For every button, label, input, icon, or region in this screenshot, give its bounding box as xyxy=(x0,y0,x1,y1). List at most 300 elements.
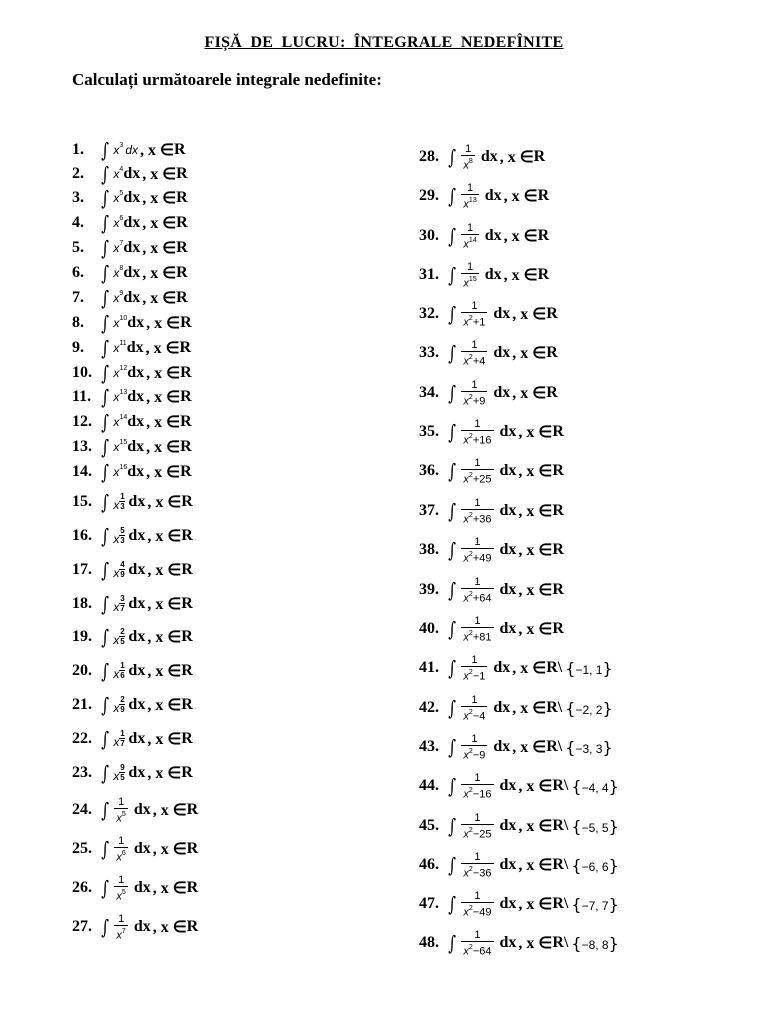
exponent-denominator: 9 xyxy=(120,705,125,714)
exercise-item xyxy=(72,162,188,186)
integrand-fraction xyxy=(461,536,493,565)
domain-text: , x ∈ xyxy=(518,463,553,480)
differential: dx xyxy=(128,527,146,544)
exponent: 2 xyxy=(468,471,473,479)
operator: − xyxy=(472,788,480,801)
base-variable: x xyxy=(113,735,120,749)
integrand-fraction xyxy=(461,339,487,368)
integrand-power: $x^8$ xyxy=(113,265,124,280)
operator: + xyxy=(472,592,480,605)
differential: dx xyxy=(484,187,502,204)
integral-sign: ∫ xyxy=(448,853,457,877)
integrand-fraction xyxy=(461,890,493,919)
exercise-item xyxy=(72,873,199,903)
excluded-set xyxy=(565,738,612,757)
fraction-exponent xyxy=(119,662,125,680)
integral-sign: ∫ xyxy=(448,931,457,955)
exponent: 15 xyxy=(468,275,477,283)
integrand-fractional-power xyxy=(113,561,125,579)
domain-text: , x ∈ xyxy=(152,880,187,897)
real-numbers-symbol: R xyxy=(181,764,193,781)
operator: + xyxy=(472,355,480,368)
domain-text: , x ∈ xyxy=(147,731,182,748)
domain-text: , x ∈ xyxy=(146,439,181,456)
exercise-item xyxy=(72,385,192,409)
exponent: 10 xyxy=(119,315,128,322)
operator: + xyxy=(472,552,480,565)
open-brace: { xyxy=(565,698,576,718)
integrand-power: $x^6$ xyxy=(113,215,124,230)
integral-sign: ∫ xyxy=(101,876,110,900)
constant: 36 xyxy=(479,867,492,880)
domain-text: , x ∈ xyxy=(140,142,174,159)
differential: dx xyxy=(499,895,517,912)
close-brace: } xyxy=(608,933,619,953)
domain-text: , x ∈ xyxy=(518,896,553,913)
fraction-denominator: $x^5$ xyxy=(114,808,127,825)
integrand-power: $x^9$ xyxy=(113,290,124,305)
real-numbers-symbol: R xyxy=(181,662,193,679)
exercise-number: 11. xyxy=(72,388,92,405)
integrand-fraction xyxy=(461,772,493,801)
real-numbers-symbol: R xyxy=(546,384,558,401)
exercise-number: 48. xyxy=(419,934,439,951)
integral-sign: ∫ xyxy=(101,490,110,514)
exercise-item xyxy=(419,496,564,526)
open-brace: { xyxy=(571,776,582,796)
domain-text: , x ∈ xyxy=(146,315,181,332)
exponent: 2 xyxy=(468,943,473,951)
set-minus: \ xyxy=(563,934,569,951)
differential: dx xyxy=(127,364,145,381)
differential: dx xyxy=(499,934,517,951)
fraction-exponent xyxy=(119,527,125,545)
integral-sign: ∫ xyxy=(101,693,110,717)
domain-text: , x ∈ xyxy=(499,149,534,166)
exercise-item xyxy=(72,311,192,335)
set-minus: \ xyxy=(563,817,569,834)
differential: dx xyxy=(128,493,146,510)
exercise-item xyxy=(72,795,199,825)
integrand-fraction xyxy=(114,796,127,825)
exercise-number: 36. xyxy=(419,462,439,479)
exercise-number: 25. xyxy=(72,840,92,857)
real-numbers-symbol: R xyxy=(181,696,193,713)
exercise-item xyxy=(72,286,188,310)
exercise-item xyxy=(72,211,188,235)
integrand-power: $x^{13}$ xyxy=(113,389,128,404)
exponent: 8 xyxy=(119,265,124,272)
close-brace: } xyxy=(608,776,619,796)
exponent: 2 xyxy=(468,353,473,361)
exponent-numerator: 1 xyxy=(120,729,125,738)
differential: dx xyxy=(133,879,151,896)
exponent: 2 xyxy=(468,668,473,676)
integral-sign: ∫ xyxy=(101,311,110,335)
real-numbers-symbol: R xyxy=(176,189,188,206)
set-values: −7, 7 xyxy=(581,898,609,913)
exercise-number: 26. xyxy=(72,879,92,896)
set-values: −1, 1 xyxy=(575,662,603,677)
exercise-item xyxy=(72,625,193,649)
integral-sign: ∫ xyxy=(101,460,110,484)
fraction-numerator: 1 xyxy=(467,221,474,234)
exercise-number: 37. xyxy=(419,502,439,519)
domain-text: , x ∈ xyxy=(503,267,538,284)
integrand-power: $x^{10}$ xyxy=(113,315,128,330)
exponent: 7 xyxy=(119,240,124,247)
real-numbers-symbol: R xyxy=(173,141,186,158)
real-numbers-symbol: R xyxy=(176,165,188,182)
fraction-numerator: 1 xyxy=(118,795,125,808)
integral-sign: ∫ xyxy=(448,578,457,602)
exercise-item xyxy=(72,361,192,385)
fraction-numerator: 1 xyxy=(467,181,474,194)
differential: dx xyxy=(128,628,146,645)
exponent-denominator: 7 xyxy=(120,739,125,748)
integral-sign: ∫ xyxy=(448,538,457,562)
integral-sign: ∫ xyxy=(448,224,457,248)
exponent: 2 xyxy=(468,314,473,322)
real-numbers-symbol: R xyxy=(176,264,188,281)
operator: − xyxy=(472,945,480,958)
integrand-power: $x^7$ xyxy=(113,240,124,255)
integral-sign: ∫ xyxy=(448,302,457,326)
fraction-numerator: 1 xyxy=(474,575,481,588)
open-brace: { xyxy=(565,658,576,678)
fraction-numerator: 1 xyxy=(474,456,481,469)
set-minus: \ xyxy=(557,659,563,676)
excluded-set xyxy=(571,895,618,914)
integrand-fractional-power xyxy=(113,764,125,782)
set-values: −2, 2 xyxy=(575,702,603,717)
fraction-numerator: 1 xyxy=(118,873,125,886)
exponent-numerator: 9 xyxy=(120,763,125,772)
fraction-denominator: $x^2+1$ xyxy=(461,312,487,329)
close-brace: } xyxy=(602,698,613,718)
integrand-power: $x^{16}$ xyxy=(113,464,128,479)
integral-sign: ∫ xyxy=(101,211,110,235)
integral-sign: ∫ xyxy=(101,385,110,409)
exercise-number: 12. xyxy=(72,413,92,430)
domain-text: , x ∈ xyxy=(147,562,182,579)
differential: dx xyxy=(493,699,511,716)
domain-text: , x ∈ xyxy=(147,494,182,511)
real-numbers-symbol: R xyxy=(181,493,193,510)
integral-sign: ∫ xyxy=(101,558,110,582)
exercise-item xyxy=(72,727,193,751)
differential: dx xyxy=(127,463,145,480)
domain-text: , x ∈ xyxy=(152,802,187,819)
integral-sign: ∫ xyxy=(101,261,110,285)
real-numbers-symbol: R xyxy=(181,561,193,578)
domain-text: , x ∈ xyxy=(518,542,553,559)
differential: dx xyxy=(128,595,146,612)
exercise-item xyxy=(419,142,546,172)
exponent-numerator: 5 xyxy=(120,526,125,535)
base-variable: x xyxy=(113,701,120,715)
exponent: 6 xyxy=(119,215,124,222)
integrand-fraction xyxy=(461,222,478,251)
exercise-number: 8. xyxy=(72,314,84,331)
constant: 16 xyxy=(479,788,492,801)
exponent: 2 xyxy=(468,747,473,755)
differential: dx xyxy=(127,413,145,430)
integrand-power: $x^{15}$ xyxy=(113,439,128,454)
exercise-item xyxy=(419,732,613,762)
excluded-set xyxy=(571,817,618,836)
domain-text: , x ∈ xyxy=(152,841,187,858)
differential: dx xyxy=(499,462,517,479)
integrand-power: $x^4$ xyxy=(113,166,124,181)
operator: + xyxy=(472,631,480,644)
domain-text: , x ∈ xyxy=(518,935,553,952)
set-values: −5, 5 xyxy=(581,820,609,835)
base-variable: x xyxy=(113,667,120,681)
differential: dx xyxy=(127,438,145,455)
base-variable: x xyxy=(113,566,120,580)
differential: dx xyxy=(128,561,146,578)
integral-sign: ∫ xyxy=(448,735,457,759)
fraction-denominator: $x^{13}$ xyxy=(461,194,478,211)
real-numbers-symbol: R xyxy=(186,918,199,935)
exercise-item xyxy=(419,850,619,880)
exercise-item xyxy=(72,524,193,548)
real-numbers-symbol: R xyxy=(181,730,193,747)
domain-text: , x ∈ xyxy=(142,265,177,282)
exponent: 6 xyxy=(121,849,126,857)
exercise-item xyxy=(419,299,558,329)
domain-text: , x ∈ xyxy=(152,919,187,936)
close-brace: } xyxy=(602,658,613,678)
exercise-item xyxy=(419,653,613,683)
integrand-fractional-power xyxy=(113,662,125,680)
constant: 9 xyxy=(479,395,486,408)
differential: dx xyxy=(493,305,511,322)
real-numbers-symbol: R xyxy=(546,305,558,322)
exercise-number: 10. xyxy=(72,364,92,381)
exercise-item xyxy=(72,460,192,484)
domain-text: , x ∈ xyxy=(518,424,553,441)
integral-sign: ∫ xyxy=(101,361,110,385)
fraction-numerator: 1 xyxy=(471,338,478,351)
set-values: −8, 8 xyxy=(581,937,609,952)
differential: dx xyxy=(128,696,146,713)
integral-sign: ∫ xyxy=(448,656,457,680)
domain-text: , x ∈ xyxy=(142,240,177,257)
integrand-fractional-power xyxy=(113,595,125,613)
differential: dx xyxy=(133,918,151,935)
fraction-exponent xyxy=(119,730,125,748)
exercise-item xyxy=(419,260,550,290)
exponent: 2 xyxy=(468,708,473,716)
constant: 49 xyxy=(479,906,492,919)
differential: dx xyxy=(123,214,141,231)
integrand-fraction xyxy=(461,929,493,958)
constant: 25 xyxy=(479,828,492,841)
base-variable: x xyxy=(113,532,120,546)
fraction-exponent xyxy=(119,561,125,579)
operator: − xyxy=(472,828,480,841)
exercise-item xyxy=(419,575,564,605)
integral-sign: ∫ xyxy=(101,286,110,310)
exponent: 11 xyxy=(119,340,127,347)
exercise-number: 7. xyxy=(72,289,84,306)
domain-text: , x ∈ xyxy=(512,385,547,402)
set-minus: \ xyxy=(563,895,569,912)
exponent-numerator: 1 xyxy=(120,492,125,501)
domain-text: , x ∈ xyxy=(142,190,177,207)
differential: dx xyxy=(127,388,145,405)
real-numbers-symbol: R xyxy=(552,502,564,519)
constant: 25 xyxy=(479,473,492,486)
exercise-item xyxy=(72,435,192,459)
real-numbers-symbol: R xyxy=(552,462,564,479)
integrand-power: $x^3$ xyxy=(113,142,124,157)
differential: dx xyxy=(493,344,511,361)
constant: 64 xyxy=(479,945,492,958)
differential: dx xyxy=(499,541,517,558)
differential: dx xyxy=(123,165,141,182)
fraction-numerator: 1 xyxy=(474,771,481,784)
exponent: 2 xyxy=(468,550,473,558)
exercise-item xyxy=(72,336,191,360)
set-values: −6, 6 xyxy=(581,859,609,874)
fraction-numerator: 1 xyxy=(467,260,474,273)
exercise-number: 13. xyxy=(72,438,92,455)
constant: 36 xyxy=(479,513,492,526)
domain-text: , x ∈ xyxy=(512,306,547,323)
domain-text: , x ∈ xyxy=(146,464,181,481)
exercise-number: 14. xyxy=(72,463,92,480)
real-numbers-symbol: R xyxy=(552,856,564,873)
exponent-denominator: 5 xyxy=(120,773,125,782)
fraction-numerator: 1 xyxy=(474,417,481,430)
fraction-denominator: $x^5$ xyxy=(114,886,127,903)
exercise-number: 4. xyxy=(72,214,84,231)
exponent: 2 xyxy=(468,590,473,598)
exponent-numerator: 2 xyxy=(120,695,125,704)
exercise-item xyxy=(72,761,193,785)
fraction-numerator: 1 xyxy=(474,811,481,824)
integral-sign: ∫ xyxy=(101,435,110,459)
real-numbers-symbol: R xyxy=(546,344,558,361)
fraction-exponent xyxy=(119,764,125,782)
integral-sign: ∫ xyxy=(101,186,110,210)
domain-text: , x ∈ xyxy=(503,228,538,245)
close-brace: } xyxy=(602,737,613,757)
integrand-fraction xyxy=(114,874,127,903)
set-values: −3, 3 xyxy=(575,741,603,756)
exercise-number: 33. xyxy=(419,344,439,361)
fraction-denominator: $x^8$ xyxy=(461,155,474,172)
integral-sign: ∫ xyxy=(448,696,457,720)
integral-sign: ∫ xyxy=(101,592,110,616)
fraction-numerator: 1 xyxy=(474,889,481,902)
real-numbers-symbol: R xyxy=(176,239,188,256)
fraction-denominator: $x^2-1$ xyxy=(461,666,487,683)
exercise-item xyxy=(419,378,558,408)
exponent: 14 xyxy=(119,414,128,421)
close-brace: } xyxy=(608,894,619,914)
exponent: 13 xyxy=(119,389,128,396)
real-numbers-symbol: R xyxy=(552,777,564,794)
exercise-number: 42. xyxy=(419,699,439,716)
constant: 1 xyxy=(479,670,486,683)
real-numbers-symbol: R xyxy=(552,423,564,440)
fraction-numerator: 1 xyxy=(471,732,478,745)
exponent: 16 xyxy=(119,464,128,471)
operator: + xyxy=(472,434,480,447)
exercise-item xyxy=(419,456,564,486)
instructions: Calculați următoarele integrale nedefinite: xyxy=(72,70,382,89)
exponent-denominator: 5 xyxy=(120,637,125,646)
integrand-power: $x^5$ xyxy=(113,190,124,205)
integral-sign: ∫ xyxy=(101,625,110,649)
exercise-item xyxy=(72,834,199,864)
exercise-item xyxy=(419,181,550,211)
real-numbers-symbol: R xyxy=(537,227,550,244)
differential: dx xyxy=(499,620,517,637)
domain-text: , x ∈ xyxy=(518,503,553,520)
set-minus: \ xyxy=(563,856,569,873)
exercise-number: 23. xyxy=(72,764,92,781)
differential: dx xyxy=(127,314,145,331)
operator: − xyxy=(472,670,480,683)
differential: dx xyxy=(499,777,517,794)
exponent-denominator: 9 xyxy=(120,570,125,579)
open-brace: { xyxy=(571,816,582,836)
fraction-numerator: 1 xyxy=(118,912,125,925)
fraction-numerator: 1 xyxy=(474,850,481,863)
integral-sign: ∫ xyxy=(101,837,110,861)
fraction-denominator: $x^2+4$ xyxy=(461,351,487,368)
exercise-item xyxy=(72,236,188,260)
integral-sign: ∫ xyxy=(448,774,457,798)
differential: dx xyxy=(123,239,141,256)
real-numbers-symbol: R xyxy=(186,801,199,818)
close-brace: } xyxy=(608,816,619,836)
exercise-number: 2. xyxy=(72,165,84,182)
exponent: 4 xyxy=(119,166,124,173)
real-numbers-symbol: R xyxy=(552,541,564,558)
constant: 64 xyxy=(479,592,492,605)
integrand-fraction xyxy=(461,418,493,447)
exponent-denominator: 3 xyxy=(120,502,125,511)
exercise-number: 34. xyxy=(419,384,439,401)
differential: dx xyxy=(123,189,141,206)
domain-text: , x ∈ xyxy=(146,414,181,431)
integral-sign: ∫ xyxy=(101,162,110,186)
differential: dx xyxy=(123,264,141,281)
exercise-number: 22. xyxy=(72,730,92,747)
differential: dx xyxy=(499,581,517,598)
title-text: FIȘĂ DE LUCRU: ÎNTEGRALE NEDEFÎNITE xyxy=(204,34,564,51)
fraction-denominator: $x^2+81$ xyxy=(461,627,493,644)
exercise-number: 30. xyxy=(419,227,439,244)
exponent: 14 xyxy=(468,236,477,244)
real-numbers-symbol: R xyxy=(181,595,193,612)
exercise-number: 1. xyxy=(72,141,84,158)
operator: + xyxy=(472,513,480,526)
page-title xyxy=(0,34,768,52)
exercise-item xyxy=(419,338,558,368)
integral-sign: ∫ xyxy=(101,410,110,434)
constant: 9 xyxy=(479,749,486,762)
real-numbers-symbol: R xyxy=(546,699,558,716)
operator: + xyxy=(472,473,480,486)
fraction-numerator: 1 xyxy=(474,928,481,941)
